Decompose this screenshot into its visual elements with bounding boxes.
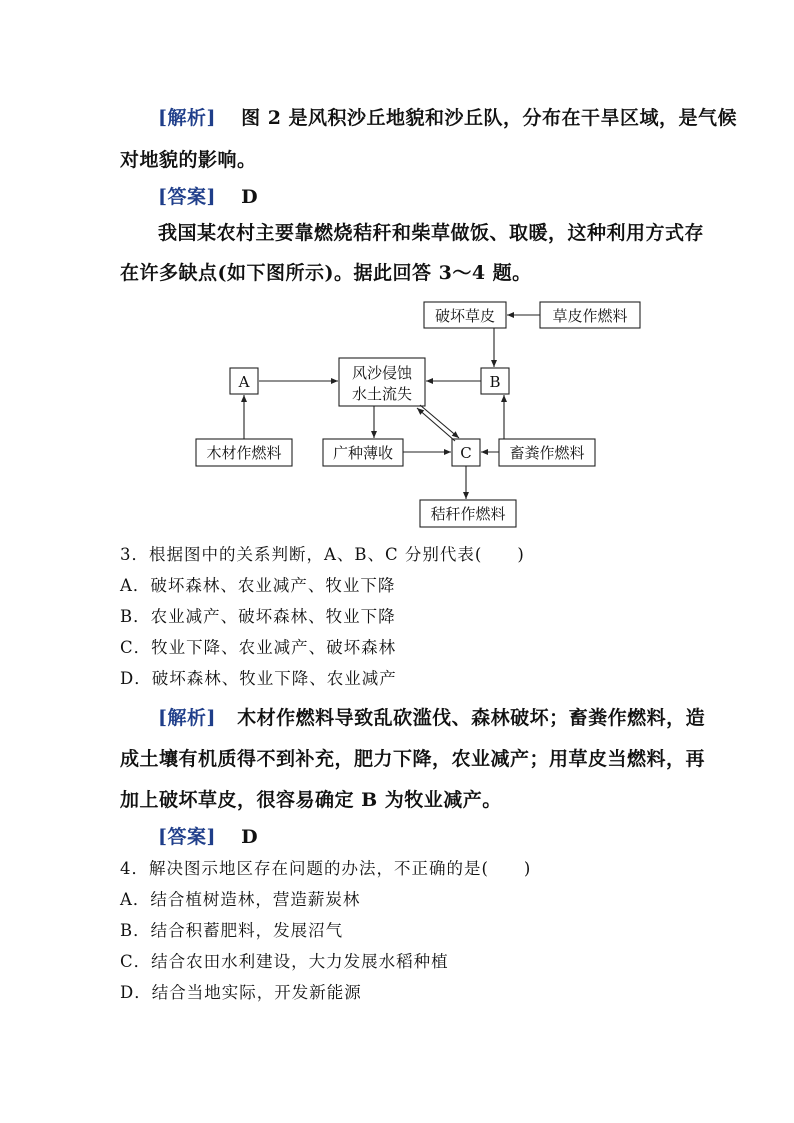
flow-diagram <box>0 295 794 535</box>
q3-answer-value: D <box>241 826 259 848</box>
box-straw-fuel <box>420 500 516 527</box>
label-straw-fuel: 秸秆作燃料 <box>430 505 506 523</box>
label-wood-fuel: 木材作燃料 <box>206 444 282 462</box>
box-guangzhong <box>323 439 403 466</box>
q3-analysis-line3: 加上破坏草皮，很容易确定 B 为牧业减产。 <box>120 789 502 811</box>
box-b <box>481 368 509 394</box>
q3-option-d: D．破坏森林、牧业下降、农业减产 <box>120 669 397 688</box>
box-center <box>339 358 425 406</box>
q4-option-d: D．结合当地实际，开发新能源 <box>120 983 362 1002</box>
q3-option-b: B．农业减产、破坏森林、牧业下降 <box>120 607 396 626</box>
q3-option-c: C．牧业下降、农业减产、破坏森林 <box>120 638 397 657</box>
q3-option-a: A．破坏森林、农业减产、牧业下降 <box>120 576 396 595</box>
box-c <box>452 439 480 466</box>
q3-analysis-line1 <box>158 703 705 730</box>
label-manure-fuel: 畜粪作燃料 <box>509 444 585 462</box>
q3-answer-tag: [答案] <box>158 826 216 848</box>
label-c: C <box>460 444 472 462</box>
label-caopi-fuel: 草皮作燃料 <box>552 307 628 325</box>
q3-analysis-line2: 成土壤有机质得不到补充，肥力下降，农业减产；用草皮当燃料，再 <box>120 748 706 770</box>
box-caopi-fuel <box>540 302 640 328</box>
label-pohuai-caopi: 破坏草皮 <box>434 307 496 325</box>
q3-answer-line <box>158 822 258 849</box>
q2-answer-value: D <box>241 186 259 208</box>
q2-analysis-line2: 对地貌的影响。 <box>120 149 257 171</box>
q2-analysis-line1 <box>158 103 737 130</box>
q4-stem: 4．解决图示地区存在问题的办法，不正确的是( ) <box>120 859 532 878</box>
q3-stem: 3．根据图中的关系判断，A、B、C 分别代表( ) <box>120 545 525 564</box>
q2-answer-tag: [答案] <box>158 186 216 208</box>
box-pohuai-caopi <box>424 302 506 328</box>
box-a <box>230 368 258 394</box>
label-guangzhong: 广种薄收 <box>332 444 394 462</box>
intro-line1: 我国某农村主要靠燃烧秸秆和柴草做饭、取暖，这种利用方式存 <box>158 222 705 244</box>
arrow-c-to-center <box>417 408 455 441</box>
q4-option-a: A．结合植树造林，营造薪炭林 <box>120 890 361 909</box>
q4-option-b: B．结合积蓄肥料，发展沼气 <box>120 921 344 940</box>
q3-analysis-text: 木材作燃料导致乱砍滥伐、森林破坏；畜粪作燃料，造 <box>237 707 706 729</box>
label-center-line1: 风沙侵蚀 <box>351 364 413 382</box>
box-wood-fuel <box>196 439 292 466</box>
q2-analysis-text: 图 2 是风积沙丘地貌和沙丘队，分布在干旱区域，是气候 <box>241 107 738 129</box>
label-a: A <box>238 373 250 391</box>
box-manure-fuel <box>499 439 595 466</box>
q3-analysis-tag: [解析] <box>158 707 216 729</box>
intro-line2: 在许多缺点(如下图所示)。据此回答 3～4 题。 <box>120 262 532 284</box>
label-b: B <box>489 373 501 391</box>
label-center-line2: 水土流失 <box>351 385 413 403</box>
arrow-center-to-c <box>420 405 459 438</box>
q2-answer-line <box>158 182 258 209</box>
q2-analysis-tag: [解析] <box>158 107 216 129</box>
q4-option-c: C．结合农田水利建设，大力发展水稻种植 <box>120 952 449 971</box>
